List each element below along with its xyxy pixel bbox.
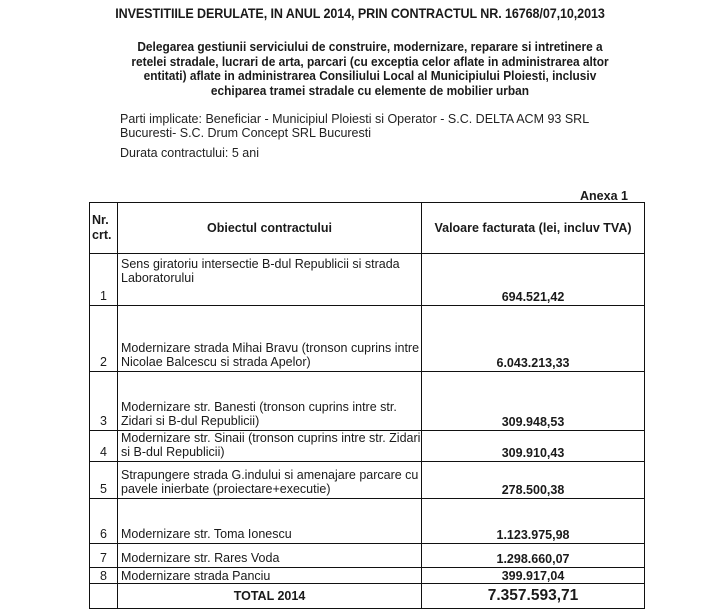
row-nr: 1 <box>90 254 118 306</box>
row-nr: 4 <box>90 431 118 462</box>
annex-label: Anexa 1 <box>580 189 628 203</box>
total-label: TOTAL 2014 <box>118 584 422 609</box>
row-value: 309.948,53 <box>422 372 645 431</box>
investments-table <box>89 202 645 609</box>
row-object: Modernizare str. Sinaii (tronson cuprins intre str. Zidari si B-dul Republicii) <box>118 431 422 462</box>
row-object: Modernizare str. Toma Ionescu <box>118 499 422 544</box>
table-row <box>90 372 645 431</box>
total-row <box>90 584 645 609</box>
row-object: Strapungere strada G.indului si amenajare parcare cu pavele inierbate (proiectare+executie) <box>118 462 422 499</box>
row-object: Modernizare strada Mihai Bravu (tronson cuprins intre Nicolae Balcescu si strada Apelor) <box>118 306 422 372</box>
contract-duration: Durata contractului: 5 ani <box>120 146 259 160</box>
row-value: 399.917,04 <box>422 568 645 584</box>
row-value: 694.521,42 <box>422 254 645 306</box>
document-title: INVESTITIILE DERULATE, IN ANUL 2014, PRIN CONTRACTUL NR. 16768/07,10,2013 <box>115 6 605 21</box>
row-object: Modernizare strada Panciu <box>118 568 422 584</box>
row-nr: 7 <box>90 544 118 568</box>
row-object: Modernizare str. Banesti (tronson cuprins intre str. Zidari si B-dul Republicii) <box>118 372 422 431</box>
table-header-row <box>90 203 645 254</box>
total-value: 7.357.593,71 <box>422 584 645 609</box>
row-value: 309.910,43 <box>422 431 645 462</box>
table-row <box>90 499 645 544</box>
table-row <box>90 254 645 306</box>
row-value: 278.500,38 <box>422 462 645 499</box>
header-nr: Nr. crt. <box>90 203 118 254</box>
row-value: 6.043.213,33 <box>422 306 645 372</box>
table-row <box>90 568 645 584</box>
table-row <box>90 431 645 462</box>
header-object: Obiectul contractului <box>118 203 422 254</box>
row-object: Modernizare str. Rares Voda <box>118 544 422 568</box>
total-nr-empty <box>90 584 118 609</box>
header-value: Valoare facturata (lei, incluv TVA) <box>422 203 645 254</box>
row-value: 1.123.975,98 <box>422 499 645 544</box>
row-nr: 8 <box>90 568 118 584</box>
row-nr: 6 <box>90 499 118 544</box>
contract-description: Delegarea gestiunii serviciului de construire, modernizare, reparare si intretinere a retelei stradale, lucrari de arta, parcari (cu exceptia celor aflate in administrarea altor entitati) aflate in administrarea Consiliului Local al Municipiului Ploiesti, inclusiv echiparea tramei stradale cu elemente de mobilier urban <box>131 40 609 98</box>
row-nr: 3 <box>90 372 118 431</box>
row-object: Sens giratoriu intersectie B-dul Republicii si strada Laboratorului <box>118 254 422 306</box>
table-row <box>90 462 645 499</box>
table-row <box>90 544 645 568</box>
table-row <box>90 306 645 372</box>
row-nr: 2 <box>90 306 118 372</box>
row-value: 1.298.660,07 <box>422 544 645 568</box>
involved-parties: Parti implicate: Beneficiar - Municipiul Ploiesti si Operator - S.C. DELTA ACM 93 SRL Bucuresti- S.C. Drum Concept SRL Bucuresti <box>120 112 589 140</box>
row-nr: 5 <box>90 462 118 499</box>
